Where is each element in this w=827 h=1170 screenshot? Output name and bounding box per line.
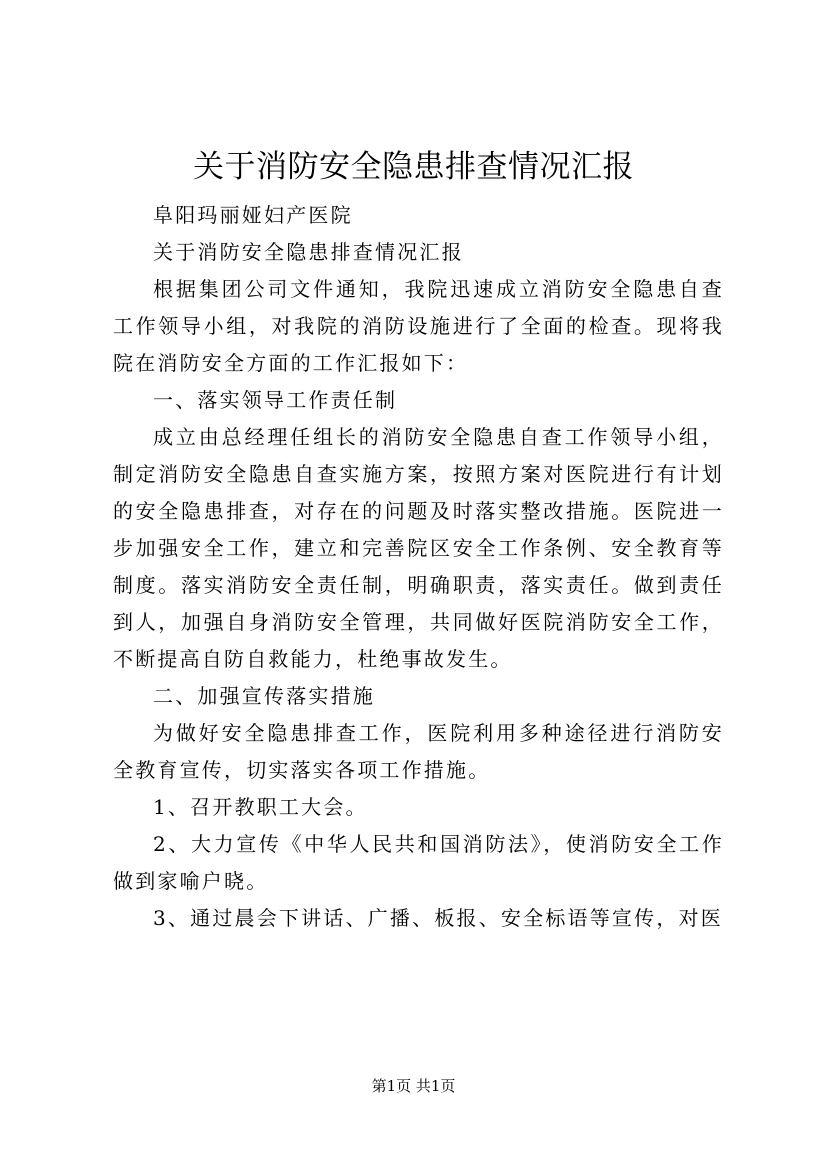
- list-item-2: 2、大力宣传《中华人民共和国消防法》，使消防安全工作做到家喻户晓。: [113, 832, 724, 893]
- list-item-3: 3、通过晨会下讲话、广播、板报、安全标语等宣传，对医: [153, 906, 723, 930]
- paragraph-organization: 阜阳玛丽娅妇产医院: [153, 203, 353, 227]
- page-footer: 第1页 共1页: [371, 1077, 456, 1095]
- paragraph-section-1: 成立由总经理任组长的消防安全隐患自查工作领导小组，制定消防安全隐患自查实施方案，按照方案对医院进行有计划的安全隐患排查，对存在的问题及时落实整改措施。医院进一步加强安全工作，建立和完善院区安全工作条例、安全教育等制度。落实消防安全责任制，明确职责，落实责任。做到责任到人，加强自身消防安全管理，共同做好医院消防安全工作，不断提高自防自救能力，杜绝事故发生。: [113, 425, 724, 671]
- section-heading-2: 二、加强宣传落实措施: [153, 684, 375, 708]
- paragraph-section-2: 为做好安全隐患排查工作，医院利用多种途径进行消防安全教育宣传，切实落实各项工作措施。: [113, 721, 724, 782]
- paragraph-subtitle: 关于消防安全隐患排查情况汇报: [153, 240, 464, 264]
- paragraph-intro: 根据集团公司文件通知，我院迅速成立消防安全隐患自查工作领导小组，对我院的消防设施进行了全面的检查。现将我院在消防安全方面的工作汇报如下：: [113, 277, 724, 375]
- section-heading-1: 一、落实领导工作责任制: [153, 388, 398, 412]
- document-title: 关于消防安全隐患排查情况汇报: [193, 149, 634, 185]
- document-body: [113, 197, 724, 937]
- list-item-1: 1、召开教职工大会。: [153, 795, 368, 819]
